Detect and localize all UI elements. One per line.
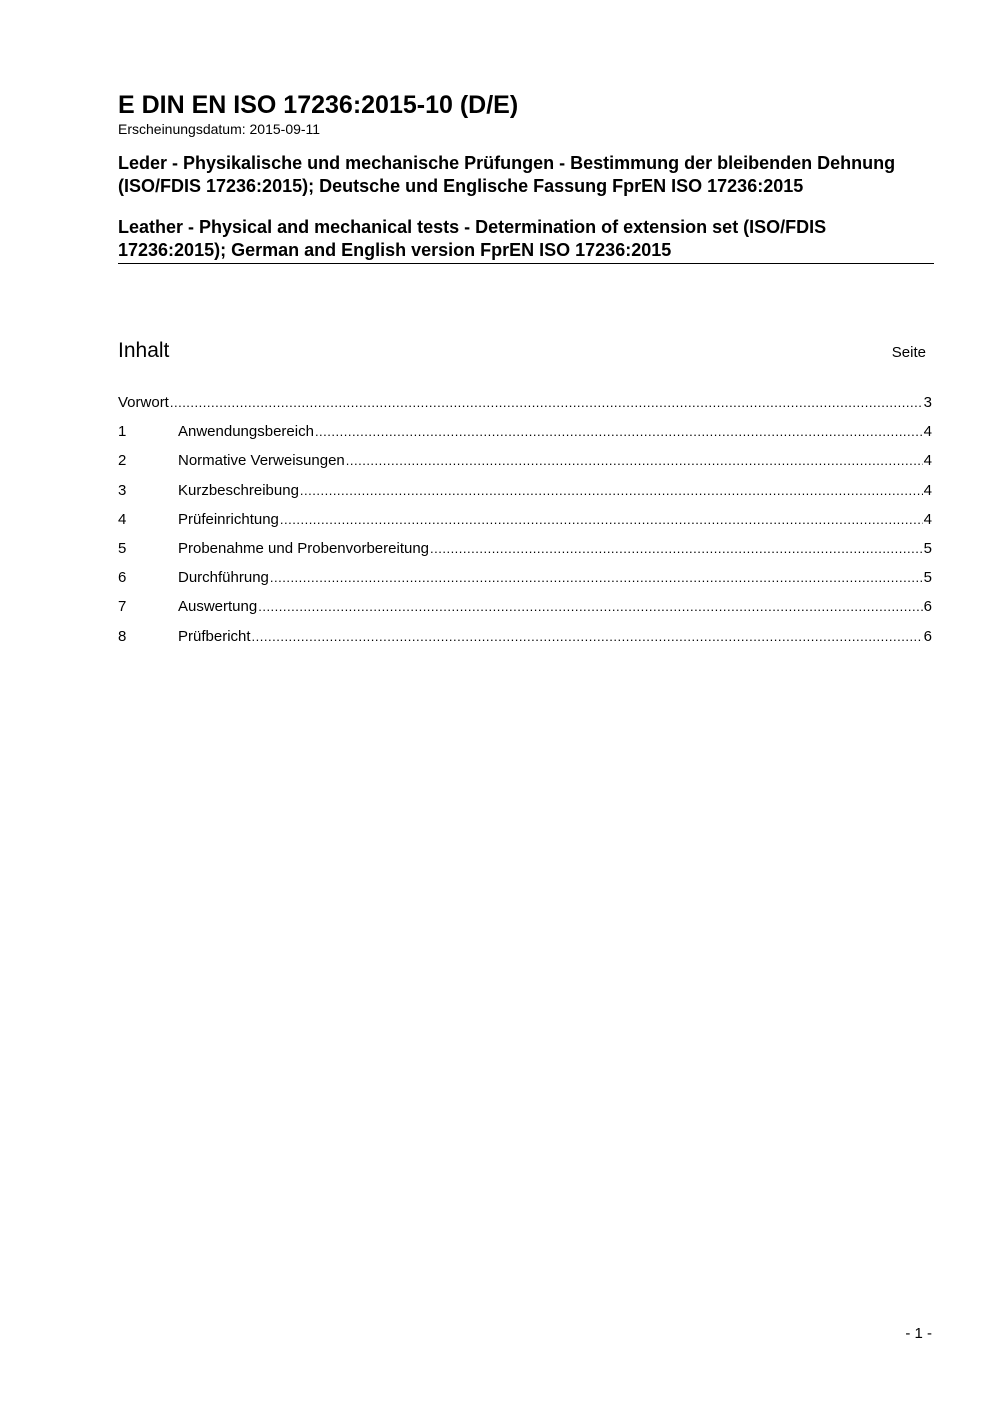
toc-dot-leader xyxy=(315,422,923,442)
toc-entry-title: Anwendungsbereich xyxy=(178,423,314,441)
toc-heading: Inhalt xyxy=(118,339,170,362)
toc-entry-page: 4 xyxy=(923,452,932,470)
toc-dot-leader xyxy=(346,451,923,471)
toc-dot-leader xyxy=(300,481,923,501)
toc-entry-title: Durchführung xyxy=(178,569,269,587)
document-id: E DIN EN ISO 17236:2015-10 (D/E) xyxy=(118,91,519,119)
toc-entry-page: 4 xyxy=(923,423,932,441)
toc-entry-4[interactable] xyxy=(118,510,932,539)
toc-entry-page: 6 xyxy=(923,598,932,616)
toc-entry-page: 4 xyxy=(923,510,932,528)
toc-dot-leader xyxy=(252,627,923,647)
toc-entry-number: 2 xyxy=(118,452,127,470)
publication-date: Erscheinungsdatum: 2015-09-11 xyxy=(118,121,321,137)
document-header xyxy=(118,90,934,264)
toc-entry-6[interactable] xyxy=(118,568,932,597)
toc-heading-row xyxy=(118,338,926,364)
toc-entry-title: Auswertung xyxy=(178,598,258,616)
toc-dot-leader xyxy=(280,510,923,530)
toc-page-label: Seite xyxy=(891,344,926,361)
toc-entry-1[interactable] xyxy=(118,422,932,451)
page-number: - 1 - xyxy=(905,1325,932,1342)
toc-entry-page: 6 xyxy=(923,627,932,645)
toc-entry-page: 3 xyxy=(923,394,932,411)
toc-entry-2[interactable] xyxy=(118,451,932,480)
toc-entry-number: 8 xyxy=(118,627,127,645)
toc-entry-page: 5 xyxy=(923,539,932,557)
title-german: Leder - Physikalische und mechanische Prüfungen - Bestimmung der bleibenden Dehnung (ISO/FDIS 17236:2015); Deutsche und Englische Fassung FprEN ISO 17236:2015 xyxy=(118,153,896,196)
table-of-contents xyxy=(118,393,932,656)
toc-entry-3[interactable] xyxy=(118,481,932,510)
toc-entry-number: 4 xyxy=(118,510,127,528)
toc-entry-title: Vorwort xyxy=(118,394,169,411)
toc-dot-leader xyxy=(270,568,923,588)
toc-dot-leader xyxy=(258,597,922,617)
toc-entry-8[interactable] xyxy=(118,627,932,656)
toc-entry-title: Probenahme und Probenvorbereitung xyxy=(178,539,430,557)
toc-entry-title: Normative Verweisungen xyxy=(178,452,345,470)
toc-entry-page: 4 xyxy=(923,481,932,499)
toc-entry-7[interactable] xyxy=(118,597,932,626)
toc-entry-number: 7 xyxy=(118,598,127,616)
toc-entry-number: 6 xyxy=(118,569,127,587)
toc-entry-5[interactable] xyxy=(118,539,932,568)
toc-entry-page: 5 xyxy=(923,569,932,587)
toc-entry-number: 5 xyxy=(118,539,127,557)
toc-entry-title: Prüfeinrichtung xyxy=(178,510,279,528)
toc-dot-leader xyxy=(170,393,923,413)
toc-entry-title: Kurzbeschreibung xyxy=(178,481,299,499)
toc-dot-leader xyxy=(430,539,923,559)
toc-entry-title: Prüfbericht xyxy=(178,627,251,645)
toc-entry-number: 3 xyxy=(118,481,127,499)
toc-entry-number: 1 xyxy=(118,423,127,441)
toc-entry-vorwort[interactable] xyxy=(118,393,932,422)
title-english: Leather - Physical and mechanical tests - Determination of extension set (ISO/FDIS 17236:2015); German and English version FprEN ISO 17236:2015 xyxy=(118,216,934,264)
